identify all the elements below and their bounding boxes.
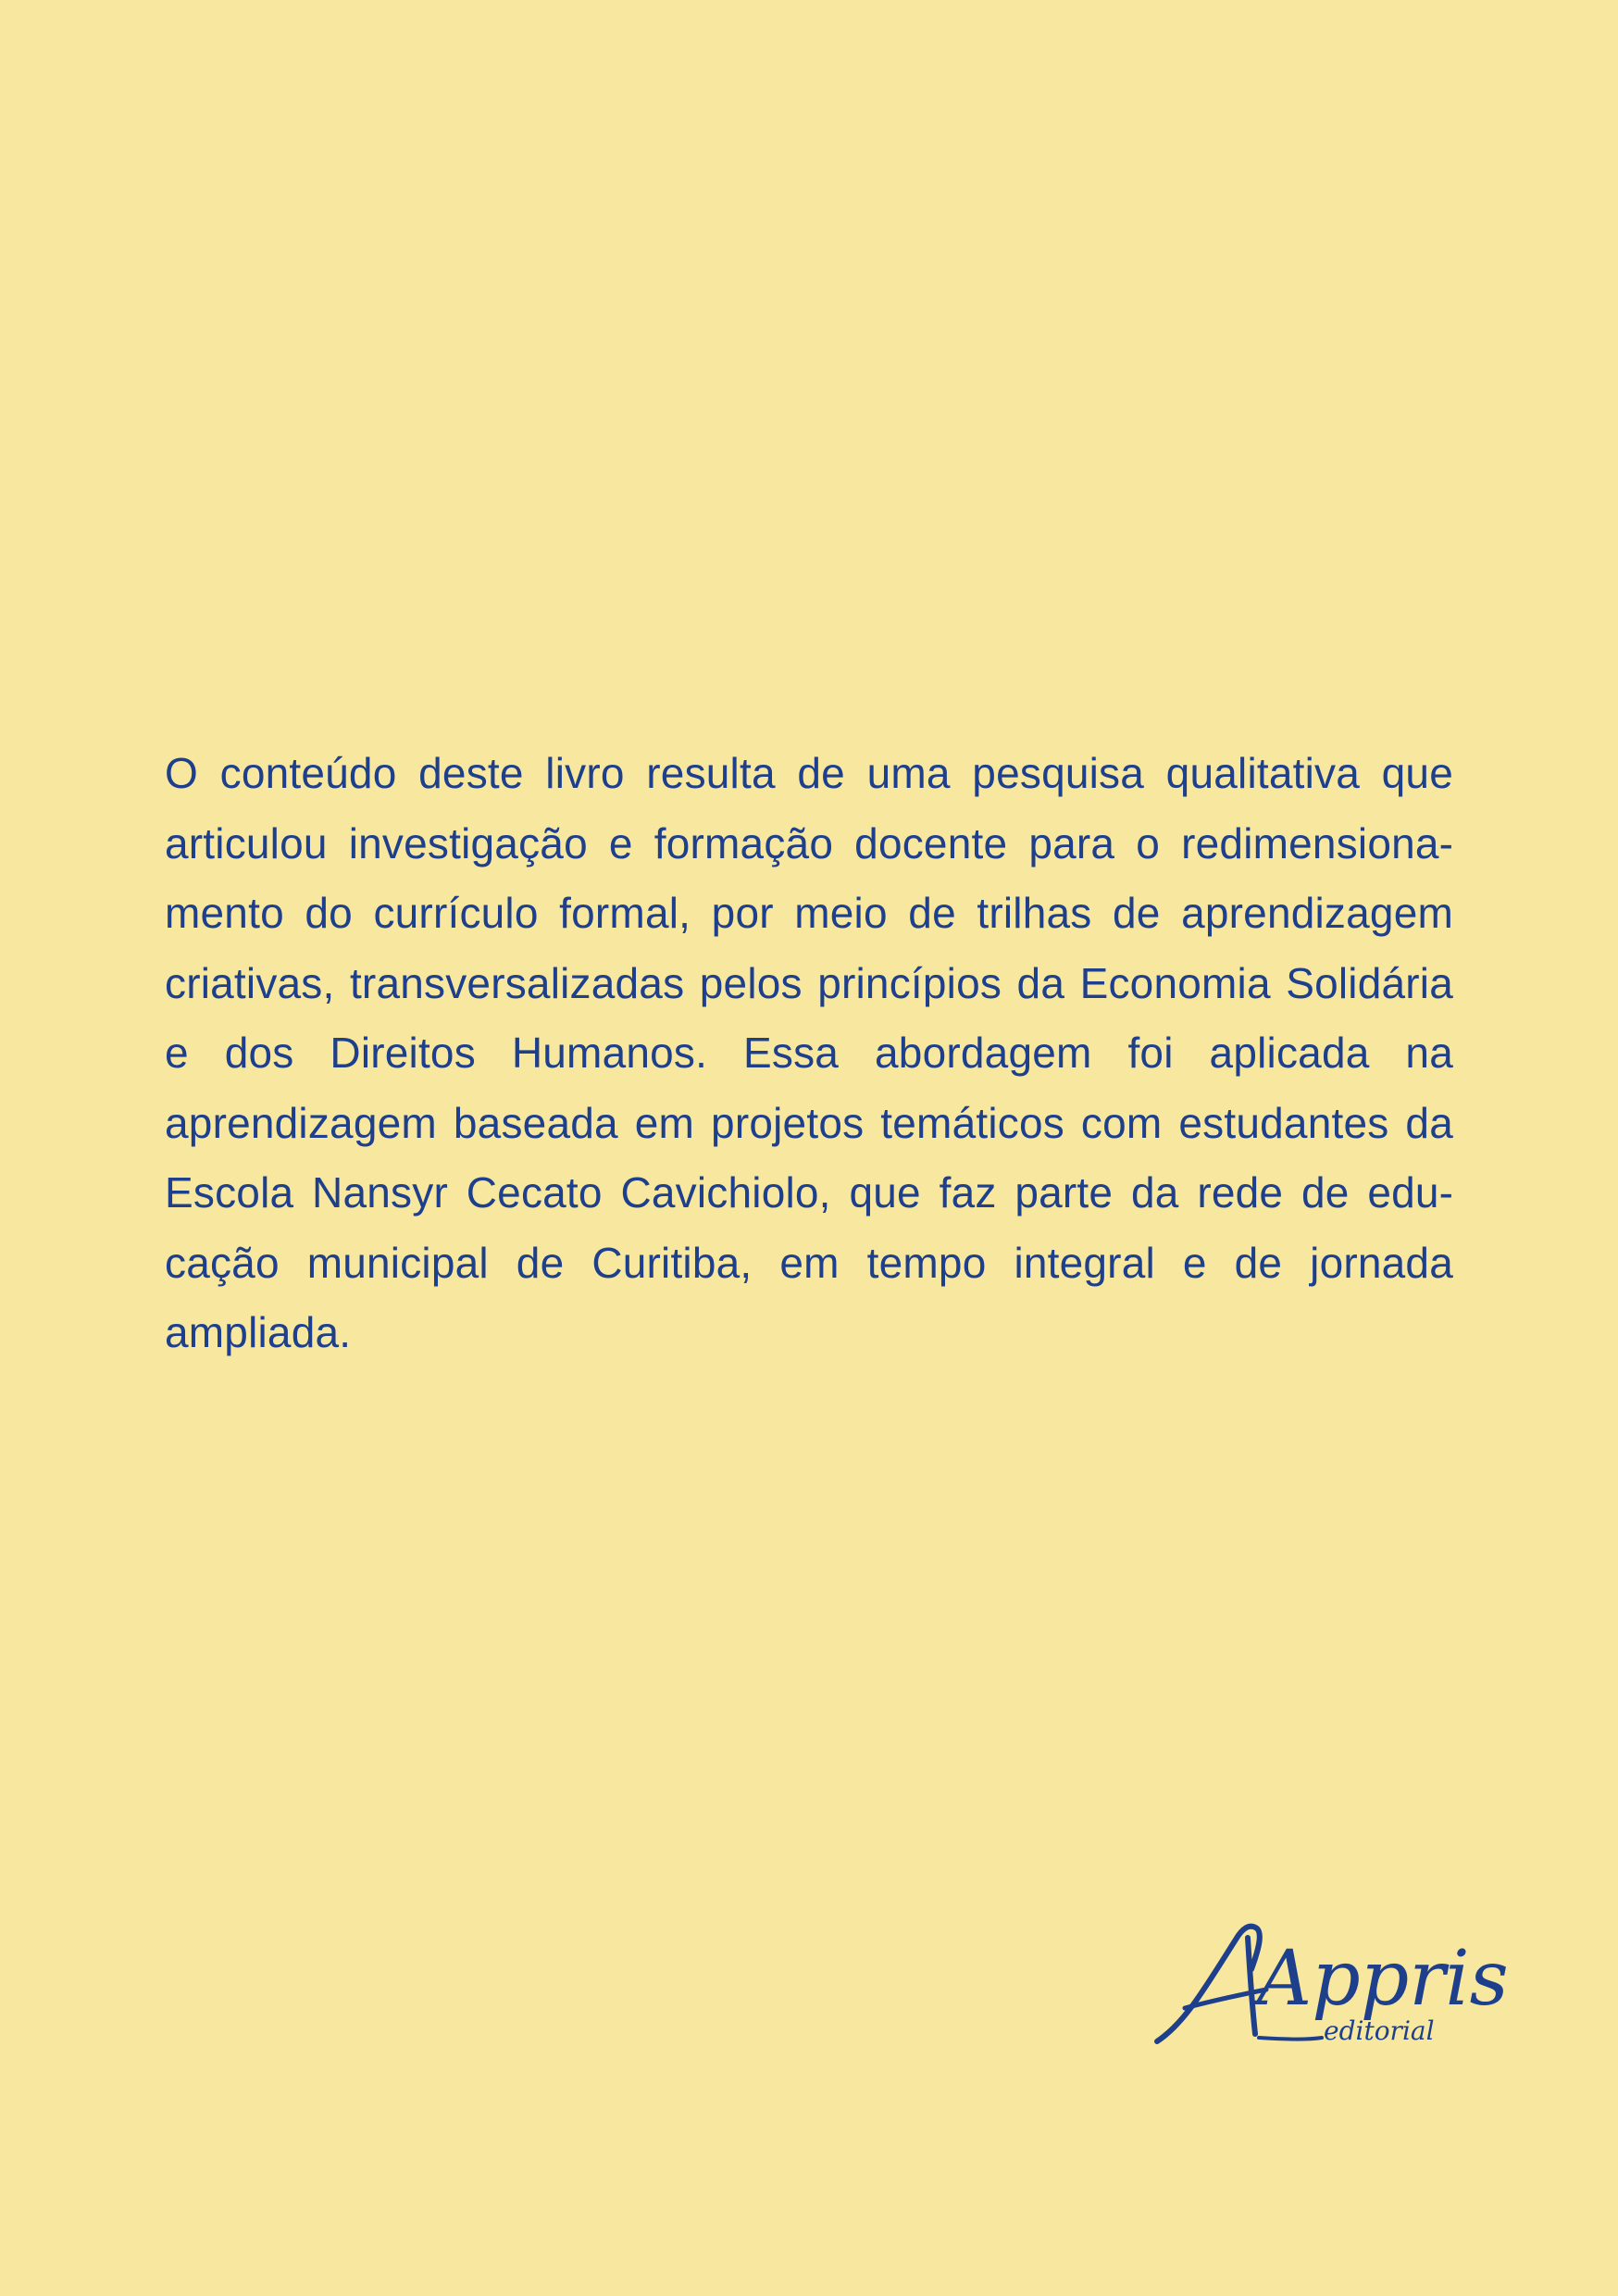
appris-logo xyxy=(1148,1912,1509,2069)
publisher-logo xyxy=(1148,1912,1509,2069)
book-synopsis: O conteúdo deste livro resulta de uma pesquisa qualitativa que articulou investigação e formação docente para o redimensionamento do currículo formal, por meio de trilhas de aprendizagem criativas, transversalizadas pelos princípios da Economia Solidária e dos Direitos Humanos. Essa abordagem foi aplicada na aprendizagem baseada em projetos temáticos com estudantes da Escola Nansyr Cecato Cavichiolo, que faz parte da rede de educação municipal de Curitiba, em tempo integral e de jornada ampliada. xyxy=(165,749,1453,1356)
logo-name: Appris xyxy=(1257,1935,1509,2023)
logo-flourish-a xyxy=(1157,1927,1260,2041)
logo-underline xyxy=(1259,2038,1322,2040)
logo-stem xyxy=(1248,1938,1255,2034)
logo-subtitle: editorial xyxy=(1324,2015,1435,2046)
